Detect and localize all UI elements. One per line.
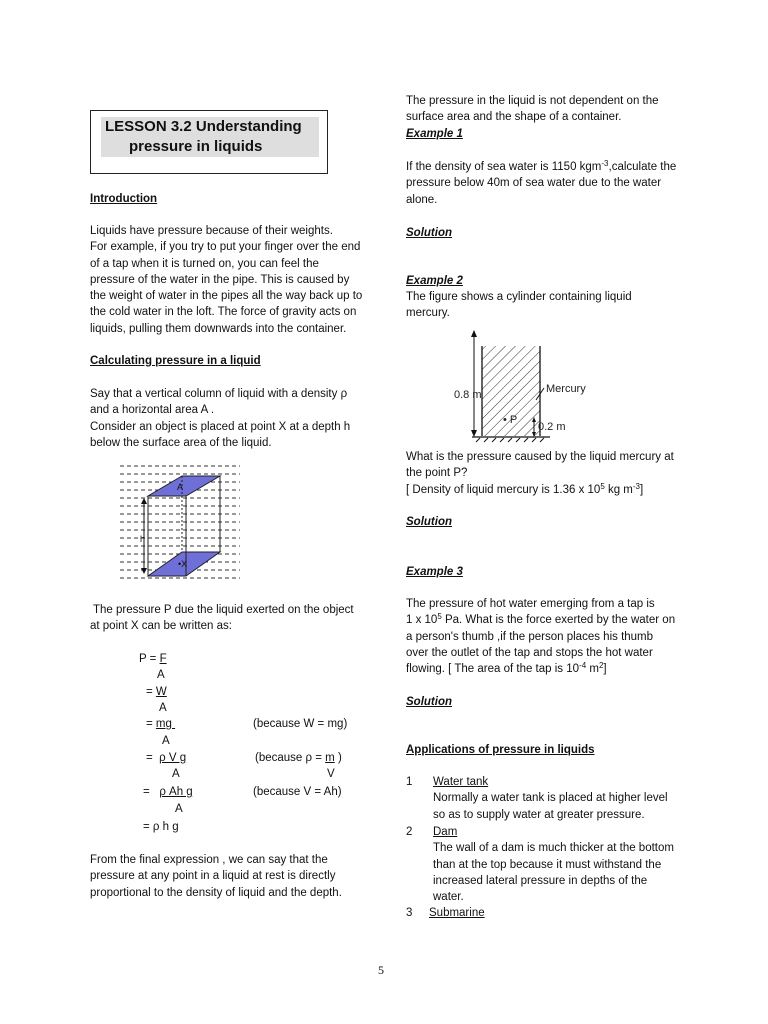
example-3-line: flowing. [ The area of the tap is $10^{-4}$ $m^2$] (406, 661, 607, 676)
calc-line: and a horizontal area A . (90, 404, 215, 417)
liquid-column-figure (118, 460, 242, 582)
derivation-step-5-den: A (175, 803, 183, 815)
page-number: 5 (378, 963, 384, 977)
application-line: Normally a water tank is placed at higher level (433, 792, 668, 805)
example-2-line: mercury. (406, 307, 450, 320)
derivation-step-1: P = F (139, 653, 167, 665)
derivation-note-4-den: V (327, 768, 335, 780)
lesson-title-line2: pressure in liquids (129, 138, 263, 155)
lesson-title-line1: LESSON 3.2 Understanding (105, 118, 302, 135)
example-2-question-line: the point P? (406, 467, 468, 480)
area-label: A (177, 482, 184, 492)
application-number: 2 (406, 826, 413, 838)
example-3-line: over the outlet of the tap and stops the hot water (406, 646, 653, 659)
introduction-heading: Introduction (90, 193, 158, 205)
derivation-note-5: (because V = Ah) (253, 786, 342, 798)
lesson-title (101, 117, 319, 157)
intro-line: Liquids have pressure because of their weights. (90, 225, 333, 237)
example-3-line: a person's thumb ,if the person places his thumb (406, 630, 654, 643)
calc-line: Say that a vertical column of liquid with a density ρ (90, 388, 348, 400)
example-2-question (406, 449, 706, 498)
statement-line: The pressure P due the liquid exerted on the object (90, 604, 354, 616)
example-1-line: alone. (406, 193, 438, 206)
mercury-label: Mercury (546, 383, 586, 395)
top-surface-area (148, 476, 220, 496)
derivation-step-1-den: A (157, 669, 165, 681)
conclusion-line: proportional to the density of liquid and the depth. (90, 886, 342, 899)
height-label: 0.8 m (454, 389, 482, 401)
derivation-step-4-den: A (172, 768, 180, 780)
intro-line: For example, if you try to put your finger over the end (90, 241, 361, 254)
calculating-pressure-text (90, 386, 370, 451)
example-1-text (406, 159, 706, 208)
derivation-step-3-den: A (162, 735, 170, 747)
example-3-solution-label: Solution (406, 696, 452, 708)
introduction-text (90, 223, 370, 337)
example-2-heading: Example 2 (406, 275, 463, 287)
application-line: water. (433, 891, 464, 904)
pressure-statement (90, 602, 370, 635)
applications-heading: Applications of pressure in liquids (406, 744, 595, 756)
depth-label: h (140, 534, 146, 544)
calc-line: Consider an object is placed at point X at a depth h (90, 420, 351, 433)
point-p-label: • P (503, 414, 518, 426)
example-1-solution-label: Solution (406, 227, 452, 239)
statement-line: at point X can be written as: (90, 620, 232, 633)
application-line: so as to supply water at greater pressure. (433, 808, 645, 821)
intro-line: liquids, pulling them downwards into the container. (90, 322, 347, 335)
example-2-question-line: What is the pressure caused by the liquid mercury at (406, 451, 674, 463)
example-1-heading: Example 1 (406, 128, 463, 140)
derivation-note-4: (because ρ = m ) (255, 752, 342, 764)
conclusion-text (90, 852, 370, 901)
intro-line: pressure of the water in the pipe. This is caused by (90, 273, 350, 286)
derivation-step-4: = ρ V g (146, 752, 187, 764)
derivation-result: = ρ h g (143, 821, 179, 833)
example-2-question-line: [ Density of liquid mercury is 1.36 x $10^5$ kg $m^{-3}$] (406, 481, 644, 496)
intro-line: the cold water in the loft. The force of gravity acts on (90, 306, 357, 319)
example-2-line: The figure shows a cylinder containing liquid (406, 291, 632, 303)
conclusion-line: From the final expression , we can say that the (90, 854, 328, 866)
derivation-step-2: = W (146, 686, 167, 698)
mercury-cylinder-figure (446, 326, 606, 444)
example-2-solution-label: Solution (406, 516, 452, 528)
derivation-step-5: = ρ Ah g (143, 786, 193, 798)
application-number: 3 (406, 907, 413, 919)
right-intro-line: surface area and the shape of a container. (406, 111, 622, 124)
application-line: than at the top because it must withstand the (433, 858, 662, 871)
conclusion-line: pressure at any point in a liquid at rest is directly (90, 870, 336, 883)
example-3-line: 1 x $10^5$ Pa. What is the force exerted by the water on (406, 612, 676, 627)
example-3-text (406, 596, 706, 677)
application-line: increased lateral pressure in depths of the (433, 874, 648, 887)
application-title: Water tank (433, 776, 489, 788)
calc-line: below the surface area of the liquid. (90, 436, 272, 449)
right-intro-line: The pressure in the liquid is not dependent on the (406, 95, 659, 107)
application-number: 1 (406, 776, 413, 788)
example-3-heading: Example 3 (406, 566, 463, 578)
example-1-line: pressure below 40m of sea water due to the water (406, 177, 662, 190)
right-intro-text (406, 93, 706, 126)
intro-line: the weight of water in the pipes all the way back up to (90, 290, 363, 303)
application-title: Submarine (429, 907, 485, 919)
derivation-note-3: (because W = mg) (253, 718, 348, 730)
intro-line: of a tap when it is turned on, you can feel the (90, 257, 319, 270)
application-line: The wall of a dam is much thicker at the bottom (433, 842, 674, 855)
example-3-line: The pressure of hot water emerging from a tap is (406, 598, 655, 610)
depth-label-02: 0.2 m (538, 421, 566, 433)
lesson-title-box (90, 110, 328, 174)
example-1-line: If the density of sea water is 1150 kgm$^{-3}$,calculate the (406, 159, 677, 173)
derivation-step-2-den: A (159, 702, 167, 714)
example-2-text (406, 289, 706, 322)
derivation-step-3: = mg (146, 718, 176, 730)
calculating-pressure-heading: Calculating pressure in a liquid (90, 355, 261, 367)
application-title: Dam (433, 826, 458, 838)
point-x-label: •X (178, 559, 188, 569)
